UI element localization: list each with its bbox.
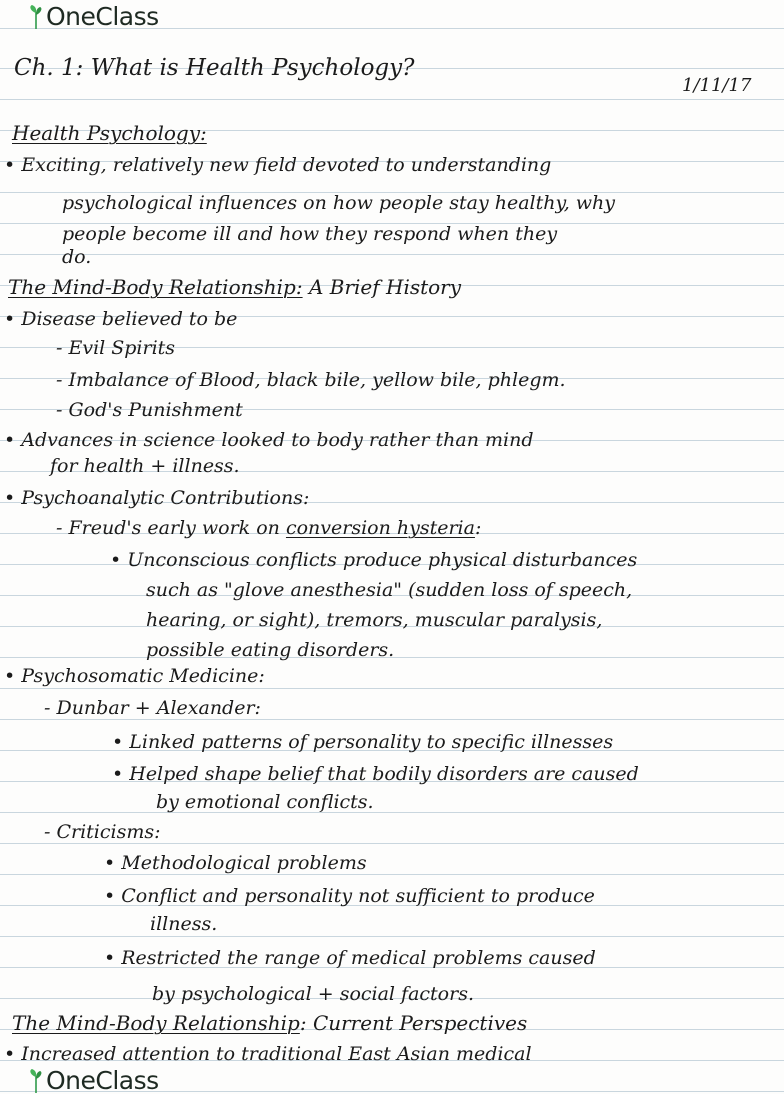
freud-prefix: - Freud's early work on xyxy=(56,517,286,539)
logo-text: OneClass xyxy=(46,2,159,31)
note-line: possible eating disorders. xyxy=(146,639,395,661)
note-line: • Restricted the range of medical problems caused xyxy=(104,947,596,969)
heading-rest: A Brief History xyxy=(302,275,462,299)
note-line: - Imbalance of Blood, black bile, yellow bile, phlegm. xyxy=(56,369,566,391)
note-line: such as "glove anesthesia" (sudden loss of speech, xyxy=(146,579,633,601)
conversion-hysteria-term: conversion hysteria xyxy=(285,517,475,539)
note-line: • Advances in science looked to body rather than mind xyxy=(4,429,534,451)
note-line: by emotional conflicts. xyxy=(156,791,374,813)
note-date: 1/11/17 xyxy=(682,75,752,96)
note-line: • Helped shape belief that bodily disorders are caused xyxy=(112,763,639,785)
oneclass-logo-top xyxy=(26,2,159,31)
note-line: - Evil Spirits xyxy=(56,337,176,359)
note-line: - God's Punishment xyxy=(56,399,243,421)
oneclass-logo-bottom xyxy=(26,1066,159,1094)
note-line: people become ill and how they respond when they xyxy=(62,223,558,245)
note-line: psychological influences on how people stay healthy, why xyxy=(62,192,616,214)
note-line: for health + illness. xyxy=(50,455,240,477)
note-line: - Criticisms: xyxy=(44,821,161,843)
logo-text: OneClass xyxy=(46,1066,159,1094)
note-line: do. xyxy=(62,246,92,268)
heading-rest: : Current Perspectives xyxy=(299,1011,528,1035)
note-line: • Increased attention to traditional East Asian medical xyxy=(4,1043,532,1065)
page-title: Ch. 1: What is Health Psychology? xyxy=(14,55,415,81)
note-line: • Psychosomatic Medicine: xyxy=(4,665,265,687)
note-line: • Linked patterns of personality to specific illnesses xyxy=(112,731,614,753)
note-line: illness. xyxy=(150,913,218,935)
note-line: • Methodological problems xyxy=(104,852,367,874)
section-heading-health-psychology: Health Psychology: xyxy=(12,121,207,145)
leaf-icon xyxy=(26,4,46,30)
note-line: by psychological + social factors. xyxy=(152,983,474,1005)
section-heading-brief-history xyxy=(8,275,461,299)
note-line: • Disease believed to be xyxy=(4,308,238,330)
note-line: • Unconscious conflicts produce physical disturbances xyxy=(110,549,638,571)
leaf-icon xyxy=(26,1068,46,1094)
note-line: - Dunbar + Alexander: xyxy=(44,697,261,719)
heading-underlined-part: The Mind-Body Relationship: xyxy=(8,275,303,299)
freud-suffix: : xyxy=(474,517,482,539)
heading-underlined-part: The Mind-Body Relationship xyxy=(12,1011,300,1035)
freud-line xyxy=(56,516,481,540)
note-line: • Psychoanalytic Contributions: xyxy=(4,487,310,509)
section-heading-current-perspectives xyxy=(12,1011,527,1035)
note-line: hearing, or sight), tremors, muscular paralysis, xyxy=(146,609,603,631)
note-line: • Exciting, relatively new field devoted to understanding xyxy=(4,154,552,176)
note-line: • Conflict and personality not sufficient to produce xyxy=(104,885,595,907)
